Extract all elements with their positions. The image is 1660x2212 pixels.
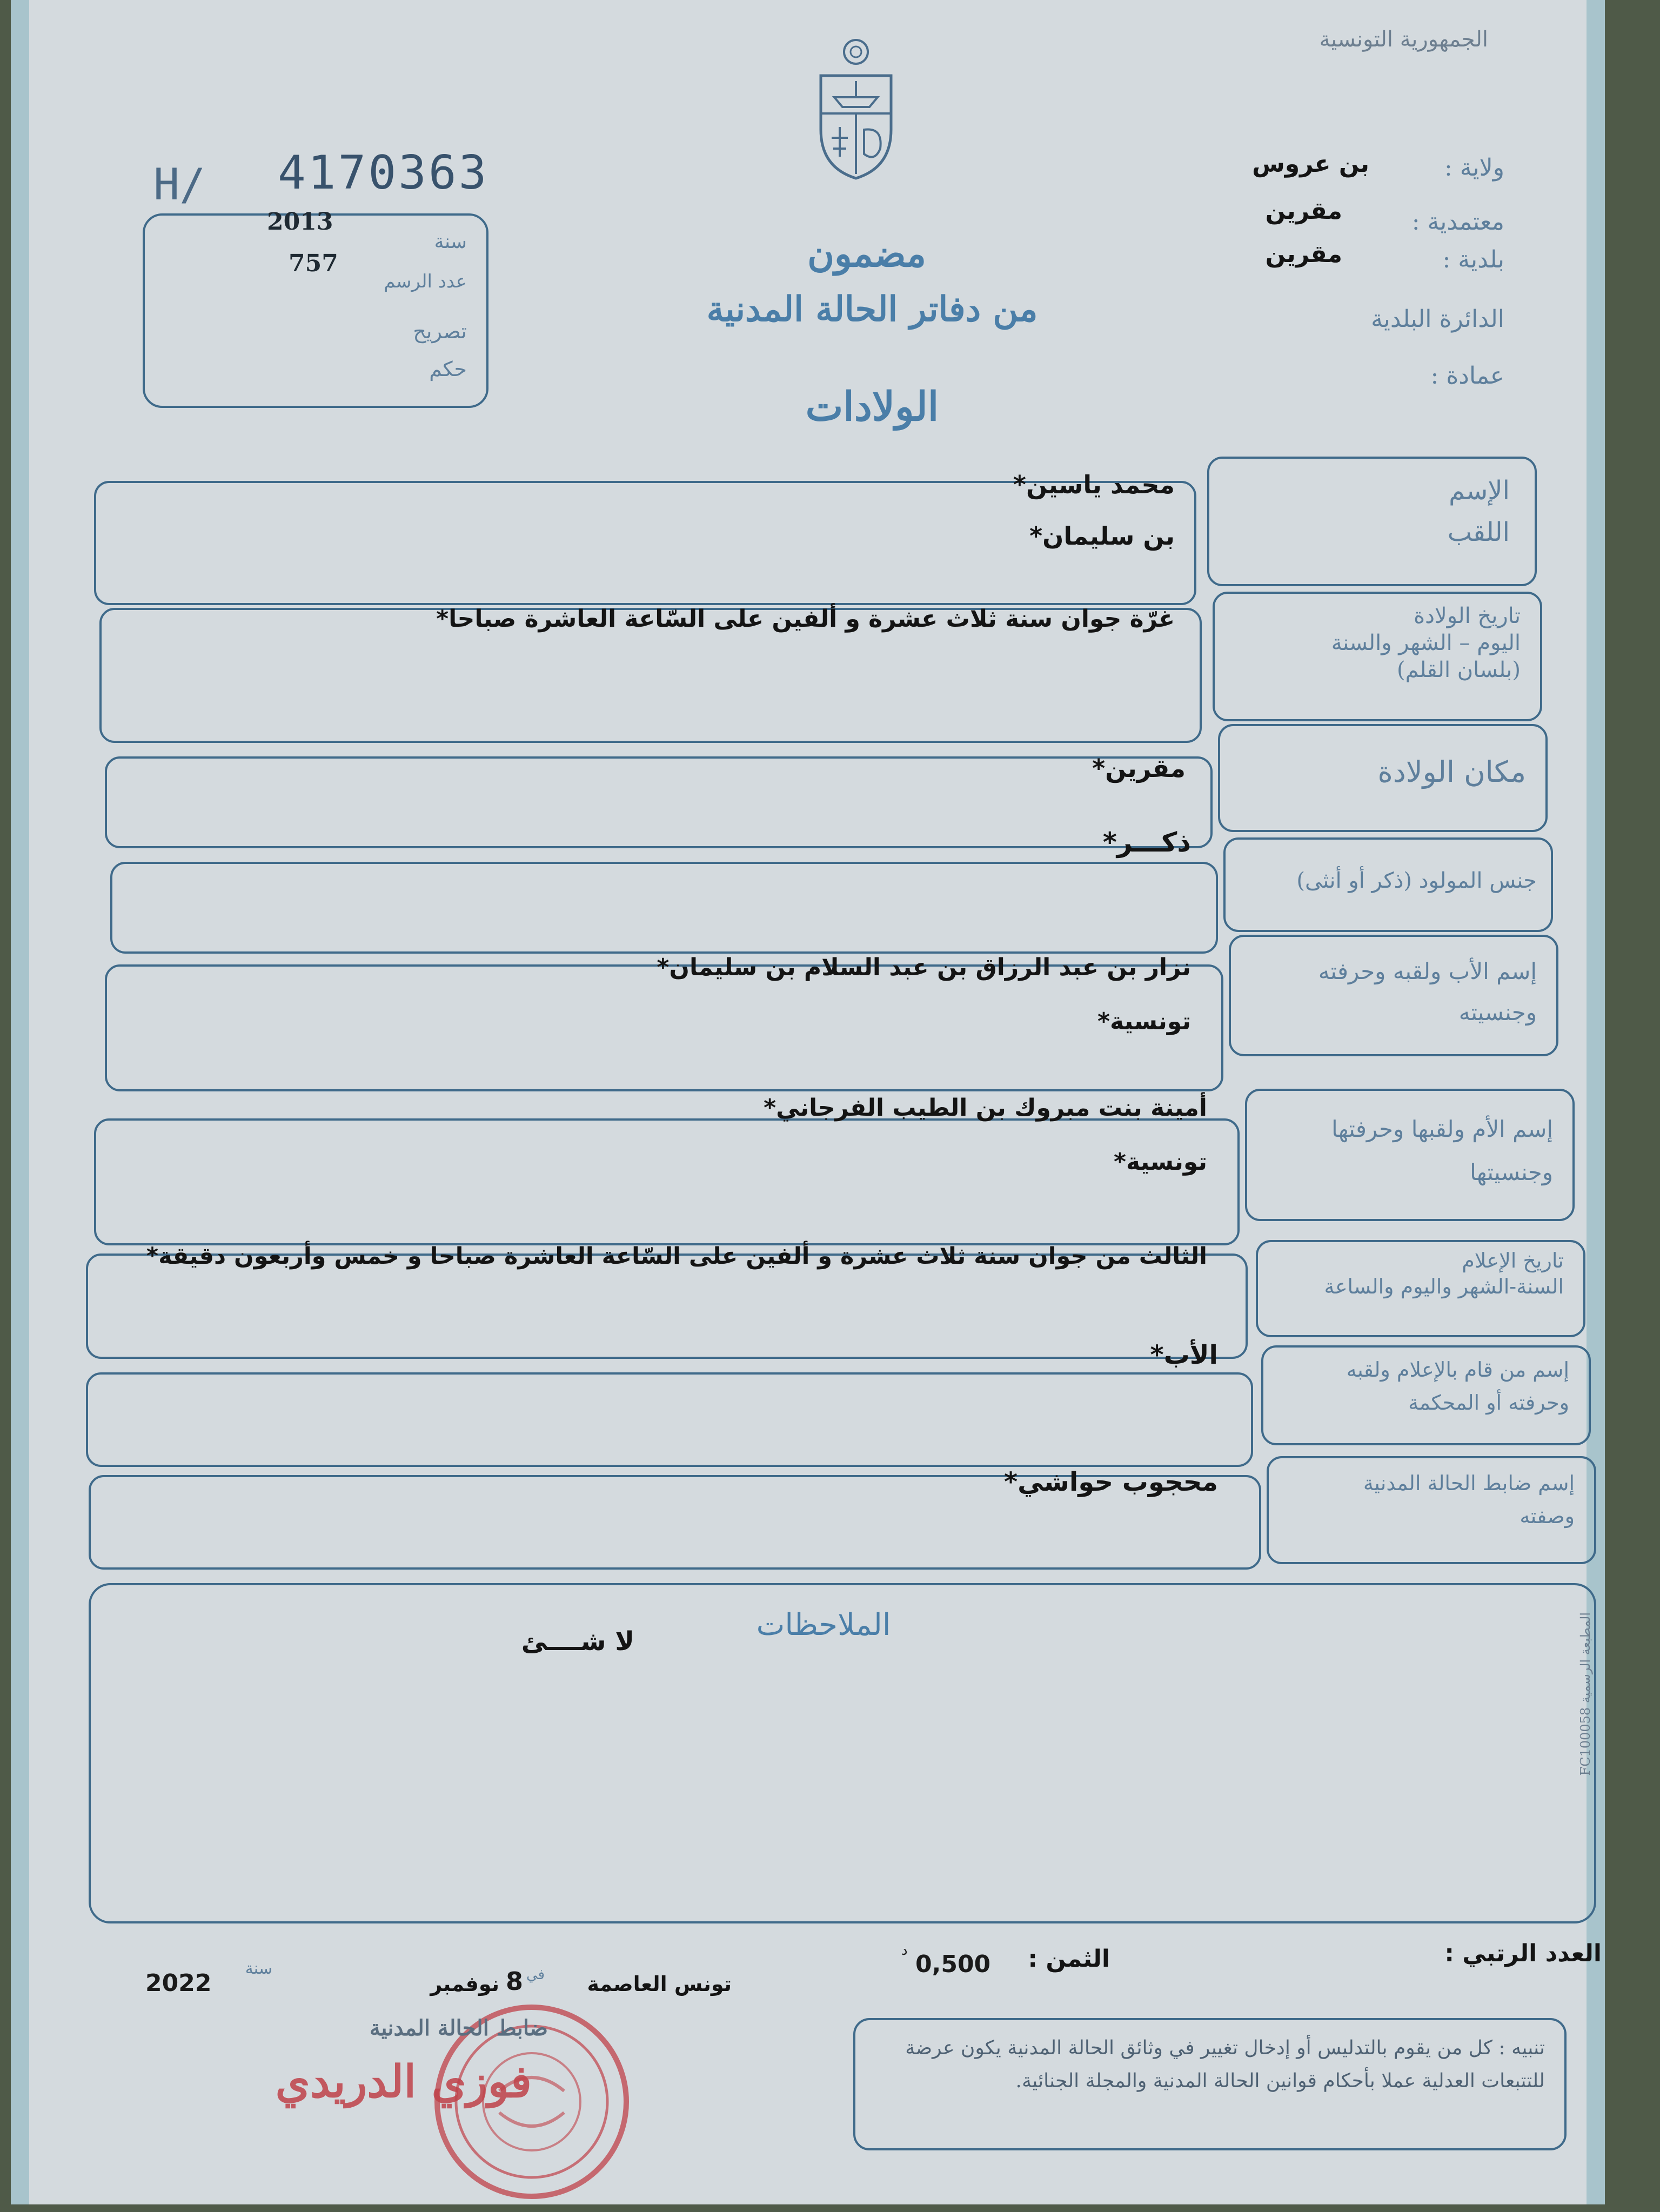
record-number-value: 757 bbox=[289, 250, 338, 277]
declaration-label: تصريح bbox=[413, 319, 467, 343]
issue-place: تونس العاصمة bbox=[587, 1972, 732, 1996]
row-declarant-label: إسم من قام بالإعلام ولقبه وحرفته أو المحكمة bbox=[1346, 1358, 1569, 1415]
birth-certificate-document bbox=[11, 0, 1605, 2204]
row-declarant-value-box bbox=[86, 1372, 1253, 1467]
family-name-value: بن سليمان* bbox=[1029, 521, 1175, 551]
officer-title: ضابط الحالة المدنية bbox=[369, 2015, 548, 2041]
record-year-value: 2013 bbox=[267, 208, 333, 236]
issue-month: نوفمبر bbox=[430, 1972, 499, 1996]
issue-year-label: سنة bbox=[245, 1959, 272, 1978]
issue-year: 2022 bbox=[145, 1969, 212, 1997]
mother-name-value: أمينة بنت مبروك بن الطيب الفرجاني* bbox=[764, 1094, 1207, 1122]
birth-place-value: مقرين* bbox=[1092, 754, 1186, 783]
warning-text: تنبيه : كل من يقوم بالتدليس أو إدخال تغيير في وثائق الحالة المدنية يكون عرضة للتتبعات العدلية عملا بأحكام قوانين الحالة المدنية والمجلة الجنائية. bbox=[905, 2037, 1545, 2093]
wilaya-value: بن عروس bbox=[1252, 150, 1369, 178]
price-label: الثمن : bbox=[1028, 1945, 1110, 1973]
father-nationality-value: تونسية* bbox=[1097, 1008, 1191, 1035]
remarks-value: لا شــــئ bbox=[521, 1626, 634, 1657]
birth-date-value: غرّة جوان سنة ثلاث عشرة و ألفين على السّاعة العاشرة صباحا* bbox=[436, 605, 1175, 633]
sex-value: ذكـــر* bbox=[1102, 827, 1191, 858]
father-name-value: نزار بن عبد الرزاق بن عبد السلام بن سليمان* bbox=[657, 954, 1191, 981]
tunisia-emblem-icon bbox=[802, 32, 910, 184]
row-pob-label: مكان الولادة bbox=[1377, 755, 1526, 789]
wilaya-label: ولاية : bbox=[1444, 154, 1504, 182]
record-number-label: عدد الرسم bbox=[384, 271, 467, 292]
serial-prefix: H/ bbox=[153, 159, 206, 210]
remarks-label: الملاحظات bbox=[756, 1607, 891, 1643]
declarant-value: الأب* bbox=[1150, 1340, 1218, 1370]
title-births: الولادات bbox=[805, 384, 939, 430]
republic-label: الجمهورية التونسية bbox=[1319, 27, 1488, 52]
title-madmoun: مضمون bbox=[807, 232, 926, 276]
row-mother-label: إسم الأم ولقبها وحرفتها وجنسيتها bbox=[1331, 1116, 1553, 1185]
mutamadiya-label: معتمدية : bbox=[1411, 208, 1504, 236]
baladiya-value: مقرين bbox=[1265, 240, 1342, 268]
daira-label: الدائرة البلدية bbox=[1371, 305, 1504, 333]
imada-label: عمادة : bbox=[1430, 362, 1504, 390]
row-mother-value-box bbox=[94, 1118, 1240, 1245]
row-declaration-date-label: تاريخ الإعلام السنة-الشهر واليوم والساعة bbox=[1324, 1249, 1564, 1298]
ordinal-number-label: العدد الرتبي : bbox=[1444, 1940, 1602, 1967]
officer-name-value: محجوب حواشي* bbox=[1004, 1467, 1218, 1497]
price-unit: د bbox=[901, 1942, 908, 1959]
mother-nationality-value: تونسية* bbox=[1113, 1148, 1207, 1176]
mutamadiya-value: مقرين bbox=[1265, 197, 1342, 225]
official-printer-mark: المطبعة الرسمية FC100058 bbox=[1578, 1612, 1593, 1776]
issue-day-prefix: في bbox=[526, 1967, 545, 1983]
serial-number: 4170363 bbox=[278, 146, 489, 200]
row-dob-label: تاريخ الولادة اليوم – الشهر والسنة (بلسان القلم) bbox=[1331, 604, 1521, 682]
baladiya-label: بلدية : bbox=[1442, 246, 1504, 273]
row-name-label: الإسم اللقب bbox=[1447, 475, 1510, 547]
price-value: 0,500 bbox=[915, 1950, 991, 1978]
issue-day: 8 bbox=[506, 1967, 524, 1996]
row-sex-value-box bbox=[110, 862, 1218, 954]
judgment-label: حكم bbox=[429, 357, 467, 381]
officer-signature: فوزي الدريدي bbox=[275, 2056, 532, 2108]
title-civil-registers: من دفاتر الحالة المدنية bbox=[706, 289, 1038, 330]
declaration-date-value: الثالث من جوان سنة ثلاث عشرة و ألفين على السّاعة العاشرة صباحا و خمس وأربعون دقيقة* bbox=[146, 1243, 1207, 1270]
row-officer-label: إسم ضابط الحالة المدنية وصفته bbox=[1363, 1471, 1575, 1528]
row-sex-label: جنس المولود (ذكر أو أنثى) bbox=[1296, 868, 1537, 893]
given-name-value: محمد ياسين* bbox=[1013, 470, 1175, 499]
row-father-label: إسم الأب ولقبه وحرفته وجنسيته bbox=[1318, 958, 1537, 1025]
record-year-label: سنة bbox=[434, 231, 467, 253]
